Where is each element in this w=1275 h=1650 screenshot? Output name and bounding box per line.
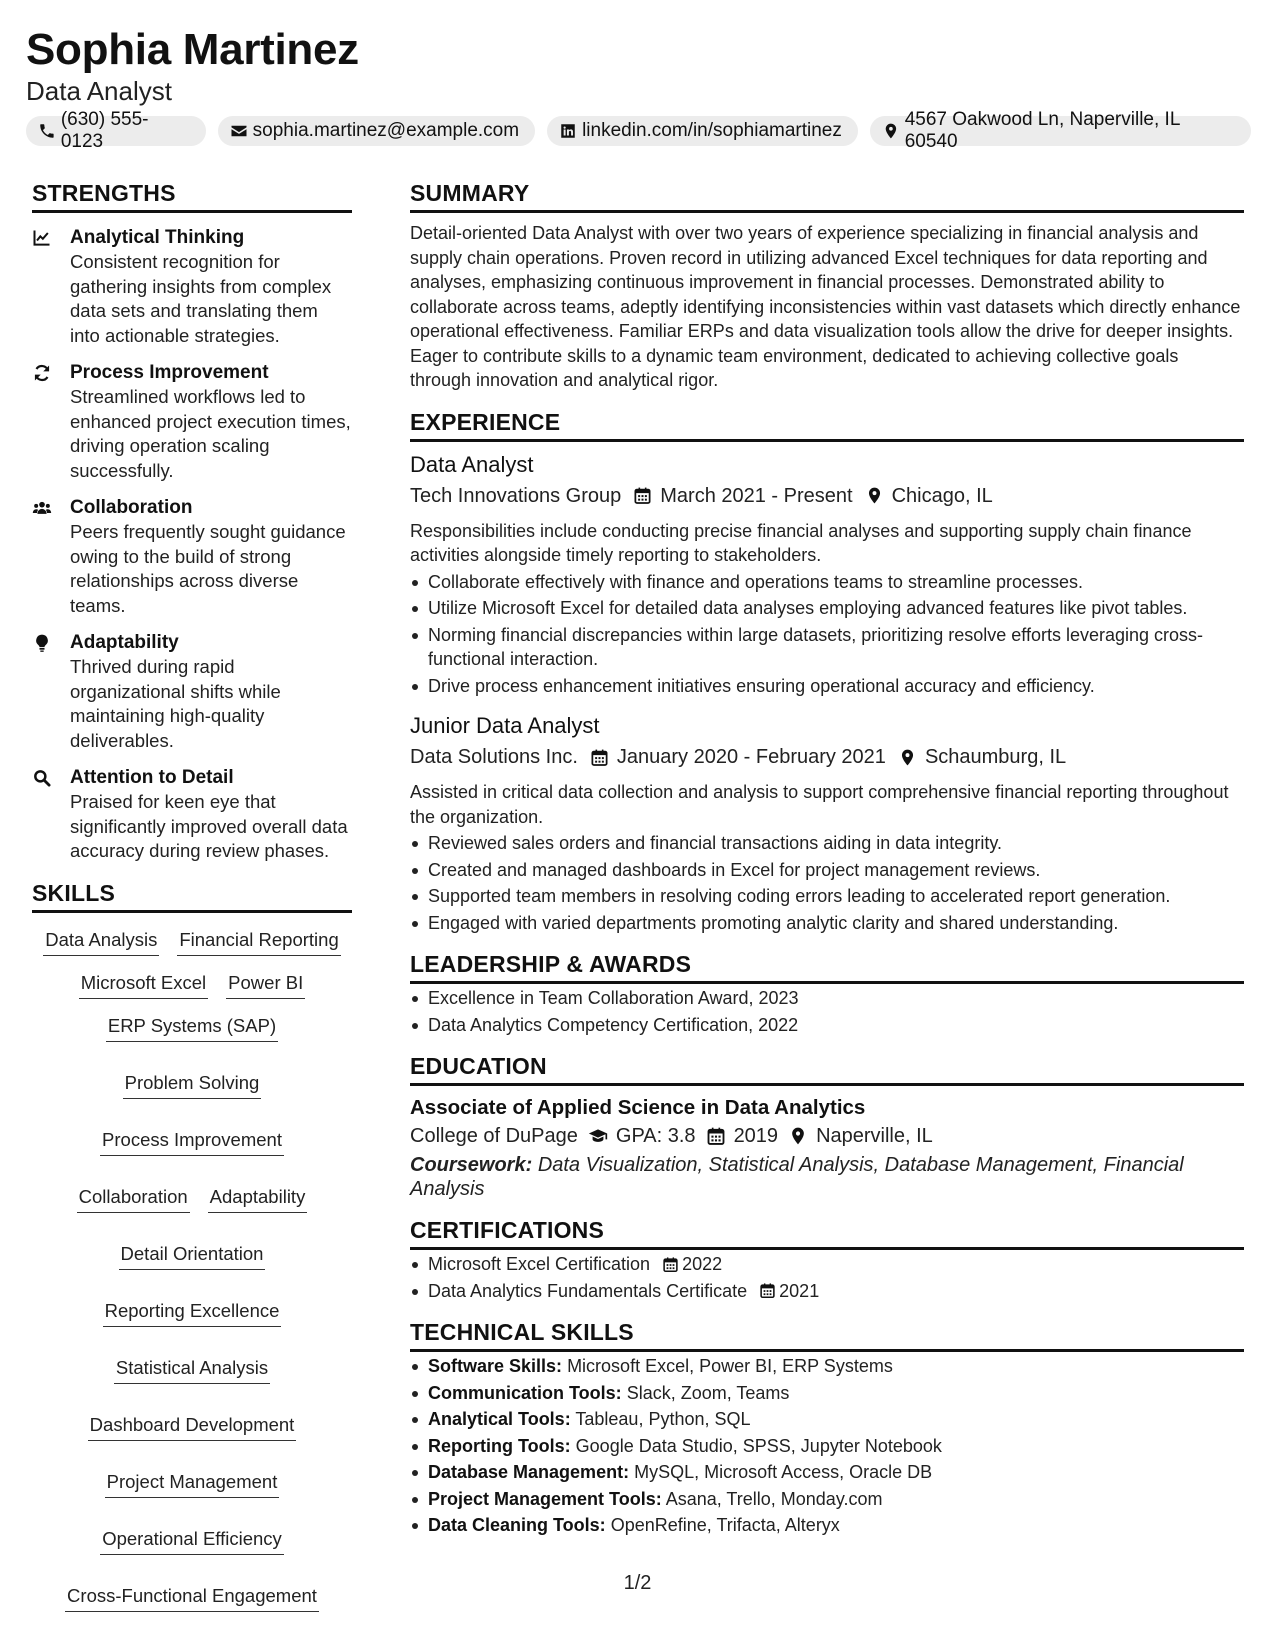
tech-label: Software Skills:: [428, 1356, 563, 1376]
map-pin-icon: [865, 486, 884, 505]
awards-section: [410, 949, 1244, 1037]
tech-label: Reporting Tools:: [428, 1435, 571, 1456]
cert-name: Data Analytics Fundamentals Certificate: [428, 1280, 748, 1301]
skill-tag: Project Management: [105, 1469, 280, 1498]
calendar-icon: [633, 486, 652, 505]
email-chip[interactable]: [218, 116, 535, 146]
strength-item: [32, 226, 352, 348]
certifications-heading: CERTIFICATIONS: [410, 1215, 1244, 1250]
experience-section: [410, 407, 1244, 936]
job-dates: March 2021 - Present: [660, 484, 853, 507]
strength-title: Adaptability: [70, 632, 179, 653]
strengths-heading: STRENGTHS: [32, 178, 352, 213]
job-bullets: [410, 831, 1244, 935]
tech-value: Google Data Studio, SPSS, Jupyter Notebook: [575, 1435, 942, 1456]
skill-tag: Reporting Excellence: [103, 1298, 282, 1327]
list-item: Supported team members in resolving coding errors leading to accelerated report generation.: [410, 884, 1244, 909]
candidate-name: Sophia Martinez: [26, 25, 359, 74]
tech-value: Slack, Zoom, Teams: [626, 1382, 790, 1403]
resume-header: [26, 24, 1251, 152]
cert-year: 2021: [779, 1280, 820, 1301]
cert-name: Microsoft Excel Certification: [428, 1254, 651, 1274]
skill-tag: ERP Systems (SAP): [106, 1013, 278, 1042]
technical-skills-section: [410, 1317, 1244, 1538]
strength-item: [32, 631, 352, 753]
graduation-cap-icon: [588, 1126, 608, 1146]
email-text: sophia.martinez@example.com: [252, 120, 520, 141]
right-column: [410, 178, 1244, 1552]
company-name: Tech Innovations Group: [410, 484, 622, 507]
skill-tag: Power BI: [226, 970, 305, 999]
summary-heading: SUMMARY: [410, 178, 1244, 213]
phone-icon: [38, 122, 56, 140]
job-entry: [410, 451, 1244, 699]
summary-text: Detail-oriented Data Analyst with over two years of experience specializing in financial analysis and supply chain operations. Proven record in utilizing advanced Excel techniques for data reporting and analyses, emphasizing continuous improvement in financial processes. Demonstrated ability to collaborate across teams, adeptly identifying inconsistencies within vast datasets which directly enhance operational effectiveness. Familiar ERPs and data visualization tools allow the drive for deeper insights. Eager to contribute skills to a dynamic team environment, dedicated to achieving collective goals through innovation and analytical rigor.: [410, 223, 1241, 390]
phone-chip[interactable]: [26, 109, 206, 152]
coursework-text: Data Visualization, Statistical Analysis, Database Management, Financial Analysis: [410, 1154, 1184, 1200]
school-location: Naperville, IL: [816, 1125, 933, 1147]
strengths-list: [32, 226, 352, 864]
list-item: [410, 1381, 1244, 1406]
list-item: Drive process enhancement initiatives ensuring operational accuracy and efficiency.: [410, 674, 1244, 699]
list-item: Engaged with varied departments promoting analytic clarity and shared understanding.: [410, 911, 1244, 936]
chart-line-icon: [32, 228, 52, 248]
skill-tag: Problem Solving: [123, 1070, 262, 1099]
job-dates: January 2020 - February 2021: [616, 746, 886, 768]
skills-section: [32, 878, 352, 1612]
tech-label: Analytical Tools:: [428, 1409, 571, 1429]
job-bullets: [410, 570, 1244, 699]
linkedin-text: linkedin.com/in/sophiamartinez: [582, 120, 842, 141]
skill-tag: Financial Reporting: [177, 927, 340, 956]
awards-heading: LEADERSHIP & AWARDS: [410, 949, 1244, 984]
education-heading: EDUCATION: [410, 1051, 1244, 1086]
skill-tag: Statistical Analysis: [114, 1355, 270, 1384]
skill-tag: Data Analysis: [43, 927, 159, 956]
skill-tag: Process Improvement: [100, 1127, 284, 1156]
list-item: [410, 1487, 1244, 1512]
graduation-year: 2019: [733, 1125, 779, 1147]
linkedin-icon: [559, 122, 577, 140]
page-number: 1/2: [623, 1572, 652, 1594]
list-item: [410, 1279, 1244, 1304]
tech-value: OpenRefine, Trifacta, Alteryx: [610, 1515, 840, 1535]
skill-tag: Dashboard Development: [88, 1412, 297, 1441]
contact-bar: [26, 109, 1251, 152]
address-chip[interactable]: [870, 109, 1251, 152]
strength-desc: Thrived during rapid organizational shifts while maintaining high-quality deliverables.: [70, 656, 281, 751]
job-title: Junior Data Analyst: [410, 713, 600, 738]
gpa: GPA: 3.8: [615, 1125, 696, 1147]
skill-tag: Adaptability: [208, 1184, 308, 1213]
strength-item: [32, 361, 352, 483]
skills-heading: SKILLS: [32, 878, 352, 913]
skill-tag: Collaboration: [77, 1184, 190, 1213]
education-section: [410, 1051, 1244, 1201]
map-pin-icon: [882, 122, 900, 140]
list-item: [410, 1407, 1244, 1432]
job-location: Chicago, IL: [891, 484, 993, 507]
lightbulb-icon: [32, 633, 52, 653]
list-item: Collaborate effectively with finance and operations teams to streamline processes.: [410, 570, 1244, 595]
certifications-section: [410, 1215, 1244, 1303]
cert-year: 2022: [682, 1254, 723, 1274]
job-meta: [410, 742, 1244, 772]
tech-label: Communication Tools:: [428, 1382, 622, 1403]
list-item: Excellence in Team Collaboration Award, 2023: [410, 986, 1244, 1011]
list-item: Data Analytics Competency Certification, 2022: [410, 1013, 1244, 1038]
list-item: [410, 1252, 1244, 1277]
job-title: Data Analyst: [410, 451, 534, 477]
strength-title: Attention to Detail: [70, 767, 234, 788]
coursework-label: Coursework:: [410, 1154, 533, 1176]
list-item: [410, 1434, 1244, 1459]
skill-tag: Cross-Functional Engagement: [65, 1583, 319, 1612]
skill-tag: Operational Efficiency: [100, 1526, 284, 1555]
strength-desc: Streamlined workflows led to enhanced project execution times, driving operation scaling successfully.: [70, 386, 351, 481]
education-meta: [410, 1121, 1244, 1151]
list-item: [410, 1513, 1244, 1538]
technical-skills-list: [410, 1354, 1244, 1538]
tech-value: Tableau, Python, SQL: [575, 1409, 751, 1429]
job-location: Schaumburg, IL: [924, 746, 1067, 768]
map-pin-icon: [788, 1126, 808, 1146]
candidate-role: Data Analyst: [26, 76, 172, 106]
strength-desc: Praised for keen eye that significantly improved overall data accuracy during review phases.: [70, 791, 348, 861]
list-item: [410, 1460, 1244, 1485]
company-name: Data Solutions Inc.: [410, 746, 578, 768]
map-pin-icon: [898, 748, 917, 767]
calendar-icon: [706, 1126, 726, 1146]
search-icon: [32, 768, 52, 788]
refresh-icon: [32, 363, 52, 383]
skill-tag: Detail Orientation: [119, 1241, 266, 1270]
skill-tag: Microsoft Excel: [79, 970, 208, 999]
list-item: Reviewed sales orders and financial transactions aiding in data integrity.: [410, 831, 1244, 856]
list-item: Created and managed dashboards in Excel for project management reviews.: [410, 858, 1244, 883]
awards-list: [410, 986, 1244, 1037]
job-meta: [410, 481, 1244, 511]
tech-label: Project Management Tools:: [428, 1488, 662, 1509]
calendar-icon: [590, 748, 609, 767]
technical-skills-heading: TECHNICAL SKILLS: [410, 1317, 1244, 1352]
strength-title: Analytical Thinking: [70, 227, 245, 248]
summary-section: [410, 178, 1244, 393]
left-column: [32, 178, 352, 1612]
strength-desc: Consistent recognition for gathering insights from complex data sets and translating them into actionable strategies.: [70, 251, 332, 346]
calendar-icon: [759, 1282, 776, 1299]
calendar-icon: [662, 1256, 679, 1273]
skills-list: [32, 927, 352, 1612]
linkedin-chip[interactable]: [547, 116, 858, 146]
tech-value: MySQL, Microsoft Access, Oracle DB: [634, 1462, 933, 1482]
school-name: College of DuPage: [410, 1125, 578, 1147]
job-entry: [410, 712, 1244, 935]
strength-item: [32, 766, 352, 864]
phone-text: (630) 555-0123: [60, 109, 149, 152]
envelope-icon: [230, 122, 248, 140]
degree-title: Associate of Applied Science in Data Analytics: [410, 1096, 866, 1119]
tech-value: Asana, Trello, Monday.com: [665, 1488, 883, 1509]
job-description: Responsibilities include conducting precise financial analyses and supporting supply chain finance activities alongside timely reporting to stakeholders.: [410, 520, 1192, 565]
tech-value: Microsoft Excel, Power BI, ERP Systems: [567, 1356, 893, 1376]
list-item: Utilize Microsoft Excel for detailed data analyses employing advanced features like pivot tables.: [410, 596, 1244, 621]
tech-label: Data Cleaning Tools:: [428, 1515, 606, 1535]
strength-item: [32, 496, 352, 618]
strength-desc: Peers frequently sought guidance owing to the build of strong relationships across diverse teams.: [70, 521, 346, 616]
tech-label: Database Management:: [428, 1462, 630, 1482]
list-item: [410, 1354, 1244, 1379]
strength-title: Process Improvement: [70, 362, 269, 383]
list-item: Norming financial discrepancies within large datasets, prioritizing resolve efforts leveraging cross-functional interaction.: [410, 623, 1244, 672]
users-icon: [32, 498, 52, 518]
certifications-list: [410, 1252, 1244, 1303]
coursework: [410, 1153, 1244, 1201]
strength-title: Collaboration: [70, 497, 193, 518]
address-text: 4567 Oakwood Ln, Naperville, IL 60540: [904, 109, 1180, 152]
experience-heading: EXPERIENCE: [410, 407, 1244, 442]
job-description: Assisted in critical data collection and analysis to support comprehensive financial reporting throughout the organization.: [410, 782, 1229, 827]
